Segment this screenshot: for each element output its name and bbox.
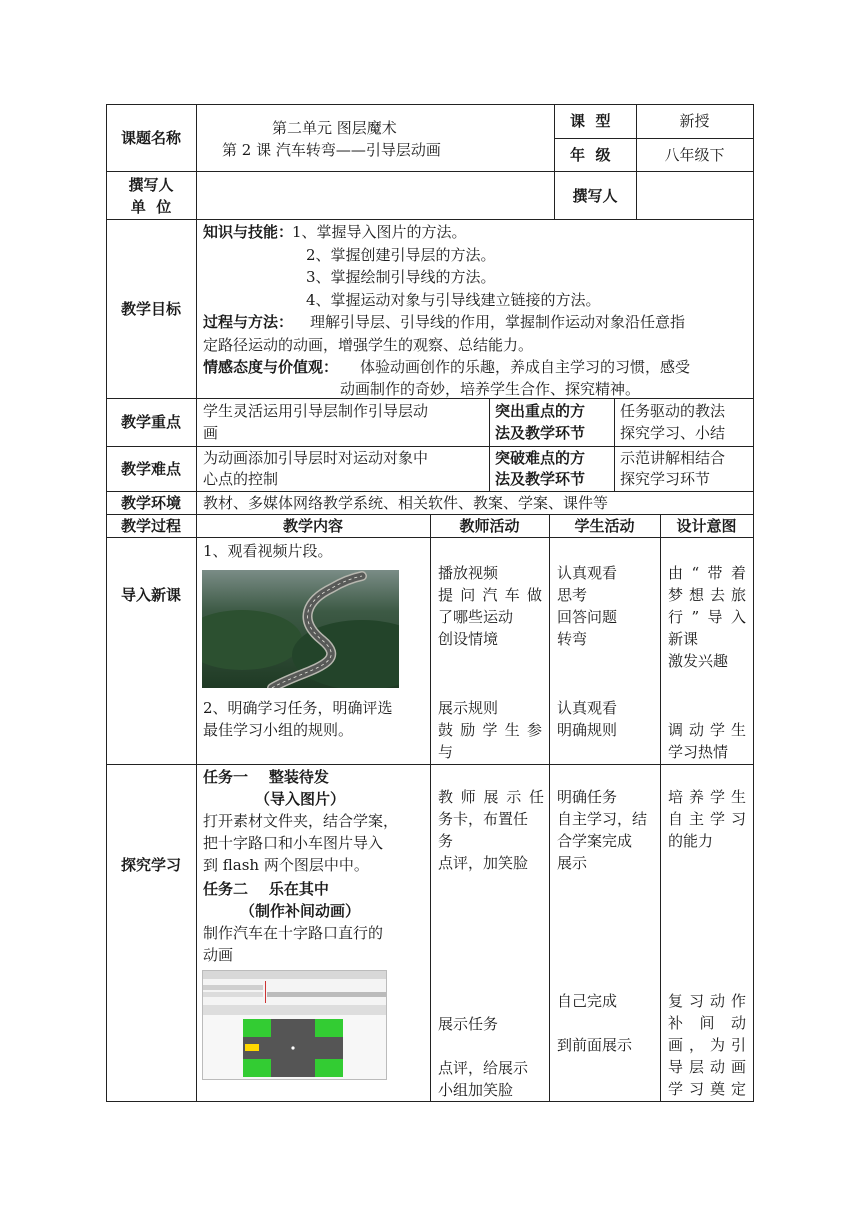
task2-subtitle: （制作补间动画） — [240, 902, 361, 920]
intro-label: 导入新课 — [120, 586, 181, 604]
col-content: 教学内容 — [282, 517, 343, 535]
key-method-1: 任务驱动的教法 — [620, 402, 726, 420]
intro-student-2-line: 认真观看 — [557, 699, 618, 717]
explore-intent-1 — [668, 786, 746, 852]
explore-teacher-1-line: 务卡，布置任 — [438, 810, 529, 828]
knowledge-item-2: 2、掌握创建引导层的方法。 — [306, 246, 496, 264]
explore-intent-1-line: 培养学生 — [668, 788, 746, 806]
explore-teacher-2-line: 小组加笑脸 — [438, 1081, 514, 1099]
author-label: 撰写人 — [572, 187, 618, 205]
intro-teacher-2-line: 鼓励学生参 — [438, 721, 542, 739]
intro-intent-1-line: 新课 — [668, 630, 699, 648]
course-title-line2: 第 2 课 汽车转弯——引导层动画 — [222, 141, 441, 159]
intro-teacher-1-line: 创设情境 — [438, 630, 499, 648]
explore-student-1 — [557, 786, 655, 874]
explore-teacher-2-line — [438, 1035, 544, 1057]
task2-body — [203, 922, 425, 966]
task1-line: 把十字路口和小车图片导入 — [203, 834, 384, 852]
knowledge-item-4: 4、掌握运动对象与引导线建立链接的方法。 — [306, 291, 601, 309]
flash-screenshot-image — [202, 970, 387, 1080]
course-title-label: 课题名称 — [120, 129, 181, 147]
course-type-value: 新授 — [679, 112, 710, 130]
explore-intent-2 — [668, 990, 746, 1100]
task2-title: 任务二 乐在其中 — [203, 880, 329, 898]
col-process: 教学过程 — [120, 517, 181, 535]
explore-teacher-2-line: 展示任务 — [438, 1015, 499, 1033]
explore-student-1-line: 明确任务 — [557, 788, 618, 806]
intro-intent-1-line: 行”导入 — [668, 608, 746, 626]
key-content-2: 画 — [203, 424, 219, 442]
intro-student-1 — [557, 562, 653, 650]
intro-teacher-1-line: 播放视频 — [438, 564, 499, 582]
intro-teacher-1-line: 了哪些运动 — [438, 608, 514, 626]
task1-line: 打开素材文件夹，结合学案， — [203, 812, 399, 830]
explore-label: 探究学习 — [120, 856, 181, 874]
intro-student-2-line: 明确规则 — [557, 721, 618, 739]
process-line-1: 理解引导层、引导线的作用，掌握制作运动对象沿任意指 — [310, 313, 686, 331]
task2-line: 动画 — [203, 946, 234, 964]
key-content-1: 学生灵活运用引导层制作引导层动 — [203, 402, 429, 420]
intro-content-2-line2: 最佳学习小组的规则。 — [203, 721, 354, 739]
explore-student-2 — [557, 990, 655, 1056]
environment-content: 教材、多媒体网络教学系统、相关软件、教案、学案、课件等 — [203, 494, 609, 512]
key-method-label-2: 法及教学环节 — [495, 424, 586, 442]
grade-value: 八年级下 — [664, 146, 725, 164]
intro-intent-2-line: 调动学生 — [668, 721, 746, 739]
explore-intent-2-line: 导层动画 — [668, 1058, 746, 1076]
task1-title: 任务一 整装待发 — [203, 768, 329, 786]
explore-student-2-line: 到前面展示 — [557, 1036, 633, 1054]
task1-subtitle: （导入图片） — [255, 790, 346, 808]
difficulty-method-label-1: 突破难点的方 — [495, 449, 586, 467]
explore-student-2-line: 自己完成 — [557, 992, 618, 1010]
task2-line: 制作汽车在十字路口直行的 — [203, 924, 384, 942]
knowledge-head: 知识与技能： — [203, 223, 294, 241]
intro-student-1-line: 回答问题 — [557, 608, 618, 626]
road-video-image — [202, 570, 399, 688]
explore-student-1-line: 合学案完成 — [557, 832, 633, 850]
intro-teacher-1 — [438, 562, 542, 650]
intro-intent-2 — [668, 719, 746, 763]
course-type-label: 课 型 — [570, 112, 611, 130]
knowledge-item-3: 3、掌握绘制引导线的方法。 — [306, 268, 496, 286]
difficulty-content-1: 为动画添加引导层时对运动对象中 — [203, 449, 429, 467]
explore-student-1-line: 展示 — [557, 854, 588, 872]
intro-teacher-1-line: 提问汽车做 — [438, 586, 542, 604]
grade-label: 年 级 — [570, 146, 611, 164]
explore-intent-2-line: 学习奠定 — [668, 1080, 746, 1098]
explore-intent-2-line: 补间动 — [668, 1014, 746, 1032]
explore-intent-2-line: 画，为引 — [668, 1036, 746, 1054]
difficulty-label: 教学难点 — [120, 460, 181, 478]
key-method-2: 探究学习、小结 — [620, 424, 726, 442]
intro-intent-1-line: 激发兴趣 — [668, 652, 729, 670]
intro-intent-2-line: 学习热情 — [668, 743, 729, 761]
intro-teacher-2-line: 与 — [438, 743, 454, 761]
difficulty-content-2: 心点的控制 — [203, 470, 279, 488]
difficulty-method-1: 示范讲解相结合 — [620, 449, 726, 467]
intro-student-2 — [557, 697, 653, 741]
intro-teacher-2-line: 展示规则 — [438, 699, 499, 717]
explore-intent-1-line: 的能力 — [668, 832, 714, 850]
task1-body — [203, 810, 425, 876]
difficulty-method-label-2: 法及教学环节 — [495, 470, 586, 488]
col-intent: 设计意图 — [676, 517, 737, 535]
explore-teacher-1-line: 点评，加笑脸 — [438, 854, 529, 872]
explore-student-1-line: 自主学习，结 — [557, 810, 648, 828]
author-unit-label-1: 撰写人 — [128, 176, 174, 194]
explore-teacher-1-line: 教师展示任 — [438, 788, 544, 806]
intro-student-1-line: 转弯 — [557, 630, 588, 648]
explore-teacher-1 — [438, 786, 544, 874]
emotion-line-1: 体验动画创作的乐趣，养成自主学习的习惯，感受 — [360, 358, 691, 376]
intro-student-1-line: 认真观看 — [557, 564, 618, 582]
emotion-line-2: 动画制作的奇妙，培养学生合作、探究精神。 — [340, 380, 641, 398]
difficulty-method-2: 探究学习环节 — [620, 470, 711, 488]
explore-student-2-line — [557, 1012, 655, 1034]
col-teacher: 教师活动 — [459, 517, 520, 535]
key-method-label-1: 突出重点的方 — [495, 402, 586, 420]
explore-intent-2-line: 复习动作 — [668, 992, 746, 1010]
author-unit-label-2: 单 位 — [130, 198, 172, 216]
intro-student-1-line: 思考 — [557, 586, 588, 604]
intro-intent-1-line: 由“带着 — [668, 564, 746, 582]
course-title-line1: 第二单元 图层魔术 — [272, 119, 397, 137]
goals-label: 教学目标 — [120, 300, 181, 318]
knowledge-item-1: 1、掌握导入图片的方法。 — [292, 223, 467, 241]
explore-teacher-2 — [438, 1013, 544, 1101]
explore-teacher-2-line: 点评，给展示 — [438, 1059, 529, 1077]
intro-content-2-line1: 2、明确学习任务，明确评选 — [203, 699, 393, 717]
process-head: 过程与方法： — [203, 313, 294, 331]
key-label: 教学重点 — [120, 413, 181, 431]
intro-content-1: 1、观看视频片段。 — [203, 542, 333, 560]
col-student: 学生活动 — [574, 517, 635, 535]
environment-label: 教学环境 — [120, 494, 181, 512]
emotion-head: 情感态度与价值观： — [203, 358, 339, 376]
task1-line: 到 flash 两个图层中中。 — [203, 856, 369, 874]
process-line-2: 定路径运动的动画，增强学生的观察、总结能力。 — [203, 336, 534, 354]
explore-intent-1-line: 自主学习 — [668, 810, 746, 828]
explore-teacher-1-line: 务 — [438, 832, 454, 850]
intro-intent-1-line: 梦想去旅 — [668, 586, 746, 604]
intro-teacher-2 — [438, 697, 542, 763]
intro-intent-1 — [668, 562, 746, 672]
